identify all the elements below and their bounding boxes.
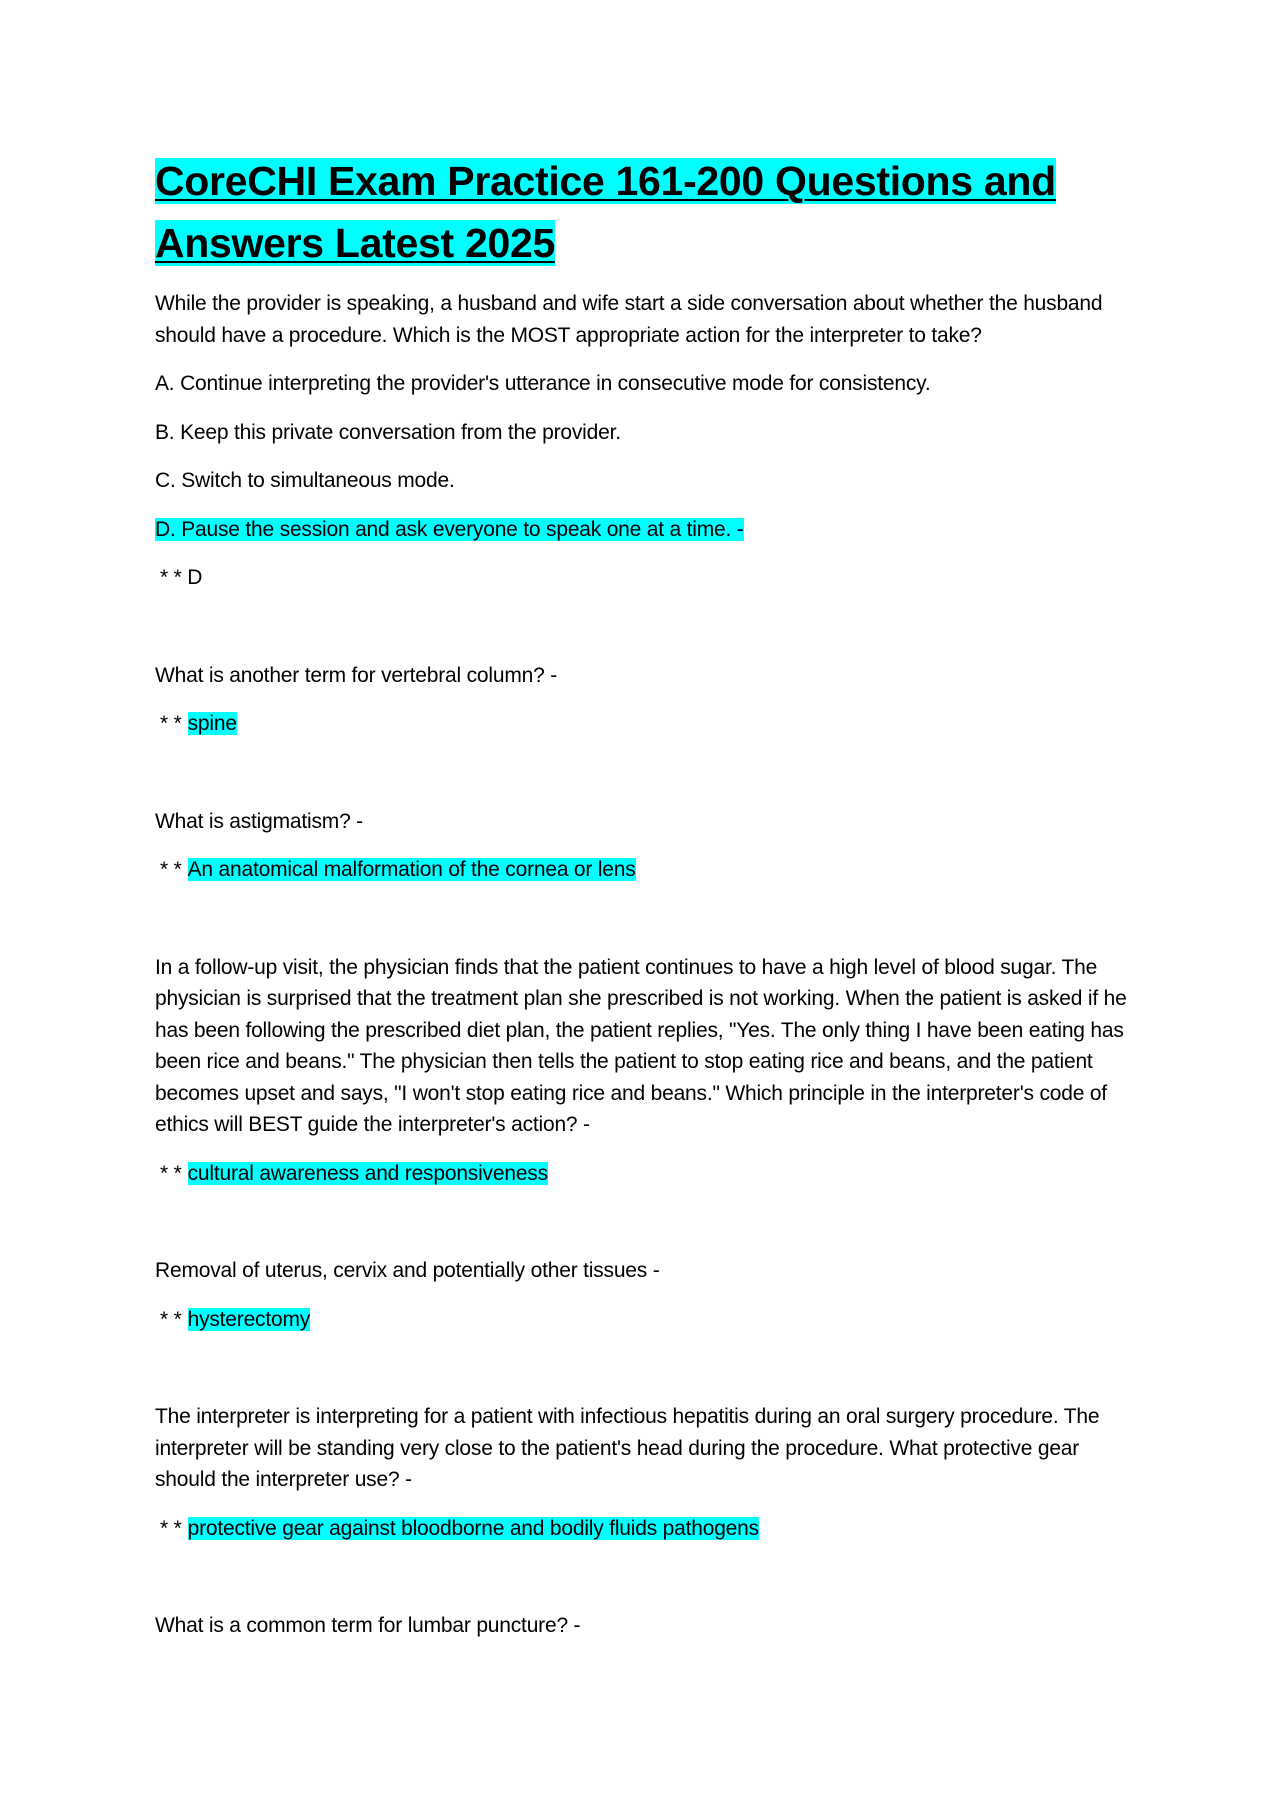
title-line-2: Answers Latest 2025 xyxy=(155,220,555,266)
question-2: What is another term for vertebral column? - xyxy=(155,663,558,687)
document-title xyxy=(155,150,1135,274)
spacer xyxy=(155,1352,1135,1401)
answer-marks: * * xyxy=(160,858,182,881)
answer-3-highlighted: An anatomical malformation of the cornea or lens xyxy=(187,858,636,881)
question-3: What is astigmatism? - xyxy=(155,809,363,833)
answer-1-text: * * D xyxy=(160,566,203,589)
spacer xyxy=(155,757,1135,806)
answer-2 xyxy=(155,708,1135,740)
option-d-highlighted: D. Pause the session and ask everyone to speak one at a time. - xyxy=(155,517,744,541)
spacer xyxy=(155,903,1135,952)
answer-2-highlighted: spine xyxy=(187,712,237,735)
answer-5-highlighted: hysterectomy xyxy=(187,1307,311,1331)
spacer xyxy=(155,611,1135,660)
answer-3 xyxy=(155,854,1135,886)
question-5: Removal of uterus, cervix and potentially other tissues - xyxy=(155,1259,660,1282)
answer-5 xyxy=(155,1304,1135,1336)
answer-1 xyxy=(155,562,1135,594)
answer-6 xyxy=(155,1513,1135,1545)
answer-marks: * * xyxy=(160,1516,182,1540)
answer-marks: * * xyxy=(160,1307,182,1331)
question-1: While the provider is speaking, a husband and wife start a side conversation about whether the husband should have a procedure. Which is the MOST appropriate action for the interpreter to take? xyxy=(155,292,1103,347)
option-a: A. Continue interpreting the provider's utterance in consecutive mode for consistency. xyxy=(155,372,931,395)
option-b: B. Keep this private conversation from the provider. xyxy=(155,420,621,444)
answer-6-highlighted: protective gear against bloodborne and bodily fluids pathogens xyxy=(187,1516,759,1540)
option-c: C. Switch to simultaneous mode. xyxy=(155,469,455,492)
title-line-1: CoreCHI Exam Practice 161-200 Questions and xyxy=(155,158,1056,204)
question-6: The interpreter is interpreting for a patient with infectious hepatitis during an oral surgery procedure. The interpreter will be standing very close to the patient's head during the procedure. What protective gear should the interpreter use? - xyxy=(155,1405,1100,1491)
spacer xyxy=(155,1206,1135,1255)
question-4: In a follow-up visit, the physician finds that the patient continues to have a high level of blood sugar. The physician is surprised that the treatment plan she prescribed is not working. When the patient is asked if he has been following the prescribed diet plan, the patient replies, "Yes. The only thing I have been eating has been rice and beans." The physician then tells the patient to stop eating rice and beans, and the patient becomes upset and says, "I won't stop eating rice and beans." Which principle in the interpreter's code of ethics will BEST guide the interpreter's action? - xyxy=(155,955,1127,1136)
option-d-wrap xyxy=(155,514,1135,546)
document-page xyxy=(155,150,1135,1659)
answer-4 xyxy=(155,1158,1135,1190)
question-7: What is a common term for lumbar puncture? - xyxy=(155,1614,581,1637)
answer-4-highlighted: cultural awareness and responsiveness xyxy=(187,1161,548,1185)
answer-marks: * * xyxy=(160,712,182,735)
answer-marks: * * xyxy=(160,1161,182,1185)
spacer xyxy=(155,1561,1135,1610)
